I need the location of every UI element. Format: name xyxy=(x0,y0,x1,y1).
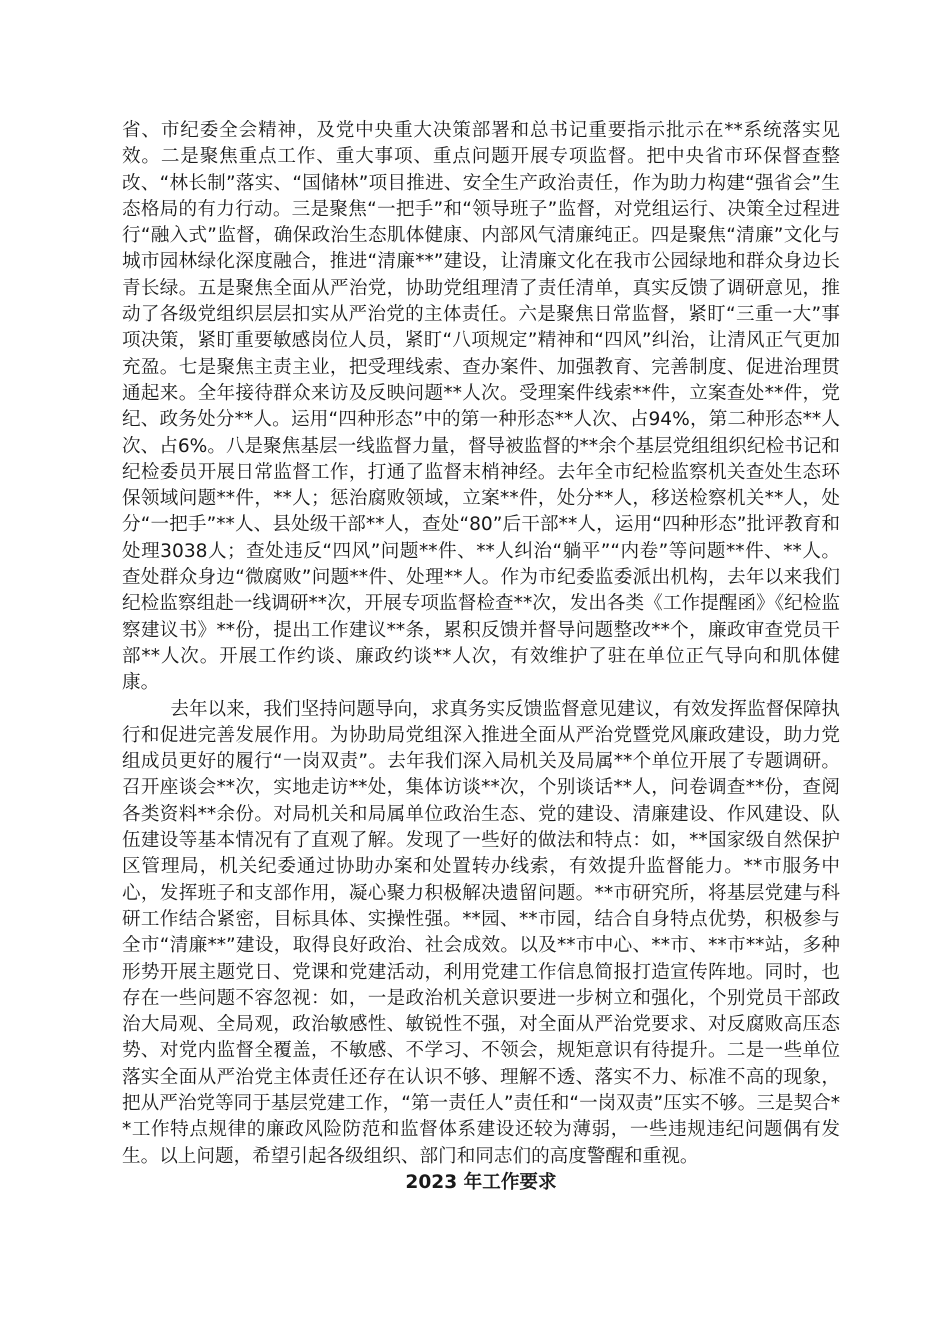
document-page xyxy=(122,118,840,1196)
heading-year: 2023 xyxy=(405,1171,458,1193)
section-heading xyxy=(122,1170,840,1196)
heading-text: 年工作要求 xyxy=(463,1171,557,1193)
paragraph-problem-feedback: 去年以来，我们坚持问题导向，求真务实反馈监督意见建议，有效发挥监督保障执行和促进完善发展作用。为协助局党组深入推进全面从严治党暨党风廉政建设，助力党组成员更好的履行“一岗双责”。去年我们深入局机关及局属**个单位开展了专题调研。召开座谈会**次，实地走访**处，集体访谈**次，个别谈话**人，问卷调查**份，查阅各类资料**余份。对局机关和局属单位政治生态、党的建设、清廉建设、作风建设、队伍建设等基本情况有了直观了解。发现了一些好的做法和特点：如，**国家级自然保护区管理局，机关纪委通过协助办案和处置转办线索，有效提升监督能力。**市服务中心，发挥班子和支部作用，凝心聚力积极解决遗留问题。**市研究所，将基层党建与科研工作结合紧密，目标具体、实操性强。**园、**市园，结合自身特点优势，积极参与全市“清廉**”建设，取得良好政治、社会成效。以及**市中心、**市、**市**站，多种形势开展主题党日、党课和党建活动，利用党建工作信息简报打造宣传阵地。同时，也存在一些问题不容忽视：如，一是政治机关意识要进一步树立和强化，个别党员干部政治大局观、全局观，政治敏感性、敏锐性不强，对全面从严治党要求、对反腐败高压态势、对党内监督全覆盖，不敏感、不学习、不领会，规矩意识有待提升。二是一些单位落实全面从严治党主体责任还存在认识不够、理解不透、落实不力、标准不高的现象，把从严治党等同于基层党建工作，“第一责任人”责任和“一岗双责”压实不够。三是契合**工作特点规律的廉政风险防范和监督体系建设还较为薄弱，一些违规违纪问题偶有发生。以上问题，希望引起各级组织、部门和同志们的高度警醒和重视。 xyxy=(122,698,840,1167)
paragraph-work-summary: 省、市纪委全会精神，及党中央重大决策部署和总书记重要指示批示在**系统落实见效。二是聚焦重点工作、重大事项、重点问题开展专项监督。把中央省市环保督查整改、“林长制”落实、“国储林”项目推进、安全生产政治责任，作为助力构建“强省会”生态格局的有力行动。三是聚焦“一把手”和“领导班子”监督，对党组运行、决策全过程进行“融入式”监督，确保政治生态肌体健康、内部风气清廉纯正。四是聚焦“清廉”文化与城市园林绿化深度融合，推进“清廉**”建设，让清廉文化在我市公园绿地和群众身边长青长绿。五是聚焦全面从严治党，协助党组理清了责任清单，真实反馈了调研意见，推动了各级党组织层层扣实从严治党的主体责任。六是聚焦日常监督，紧盯“三重一大”事项决策，紧盯重要敏感岗位人员，紧盯“八项规定”精神和“四风”纠治，让清风正气更加充盈。七是聚焦主责主业，把受理线索、查办案件、加强教育、完善制度、促进治理贯通起来。全年接待群众来访及反映问题**人次。受理案件线索**件，立案查处**件，党纪、政务处分**人。运用“四种形态”中的第一种形态**人次、占94%，第二种形态**人次、占6%。八是聚焦基层一线监督力量，督导被监督的**余个基层党组组织纪检书记和纪检委员开展日常监督工作，打通了监督末梢神经。去年全市纪检监察机关查处生态环保领域问题**件，**人；惩治腐败领域，立案**件，处分**人，移送检察机关**人，处分“一把手”**人、县处级干部**人，查处“80”后干部**人，运用“四种形态”批评教育和处理3038人；查处违反“四风”问题**件、**人纠治“躺平”“内卷”等问题**件、**人。查处群众身边“微腐败”问题**件、处理**人。作为市纪委监委派出机构，去年以来我们纪检监察组赴一线调研**次，开展专项监督检查**次，发出各类《工作提醒函》《纪检监察建议书》**份，提出工作建议**条，累积反馈并督导问题整改**个，廉政审查党员干部**人次。开展工作约谈、廉政约谈**人次，有效维护了驻在单位正气导向和肌体健康。 xyxy=(122,120,840,694)
